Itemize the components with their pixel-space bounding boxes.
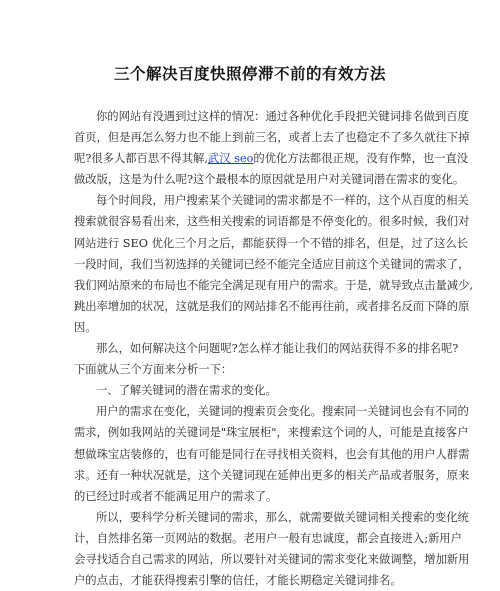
article-title: 三个解决百度快照停滞不前的有效方法 bbox=[113, 65, 386, 83]
paragraph-line: 每个时间段，用户搜索某个关键词的需求都是不一样的，这个从百度的相关 bbox=[96, 194, 469, 208]
paragraph-line: 首页，但是再怎么努力也不能上到前三名，或者上去了也稳定不了多久就往下掉 bbox=[74, 131, 470, 145]
paragraph-line: 求。还有一种状况就是，这个关键词现在延伸出更多的相关产品或者服务，原来 bbox=[74, 468, 470, 482]
paragraph-line: 计，自然排名第一页网站的数据。老用户一般有忠诚度，都会直接进入;新用户 bbox=[74, 531, 462, 545]
paragraph-line: 的已经过时或者不能满足用户的需求了。 bbox=[74, 489, 278, 503]
paragraph-line: 用户的需求在变化，关键词的搜索页会变化。搜索同一关键词也会有不同的 bbox=[96, 405, 469, 419]
paragraph-line: 做改版，这是为什么呢?这个最根本的原因就是用户对关键词潜在需求的变化。 bbox=[74, 173, 465, 187]
paragraph-line: 需求，例如我网站的关键词是"珠宝展柜"，来搜索这个词的人，可能是直接客户 bbox=[74, 426, 469, 440]
paragraph-line: 网站进行 SEO 优化三个月之后，都能获得一个不错的排名，但是，过了这么长 bbox=[74, 236, 468, 250]
paragraph-line: 我们网站原来的布局也不能完全满足现有用户的需求。于是，就导致点击量减少, bbox=[74, 278, 473, 292]
paragraph-line bbox=[74, 148, 469, 169]
paragraph-line: 你的网站有没遇到过这样的情况：通过各种优化手段把关键词排名做到百度 bbox=[96, 110, 469, 123]
text-segment: 呢?很多人都百思不得其解, bbox=[74, 152, 208, 166]
section-heading: 一、了解关键词的潜在需求的变化。 bbox=[96, 384, 277, 398]
paragraph-line: 会寻找适合自己需求的网站，所以要针对关键词的需求变化来做调整，增加新用 bbox=[74, 552, 470, 566]
paragraph-line: 户的点击，才能获得搜索引擎的信任，才能长期稳定关键词排名。 bbox=[74, 574, 402, 588]
paragraph-line: 想做珠宝店装修的，也有可能是同行在寻找相关资料，也会有其他的用户人群需 bbox=[74, 447, 470, 461]
text-segment: 的优化方法都很正规，没有作弊，也一直没 bbox=[253, 152, 469, 166]
paragraph-line: 下面就从三个方面来分析一下： bbox=[74, 363, 233, 377]
paragraph-line: 因。 bbox=[74, 320, 97, 334]
seo-link[interactable]: 武汉 seo bbox=[207, 152, 254, 166]
paragraph-line: 所以，要科学分析关键词的需求，那么，就需要做关键词相关搜索的变化统 bbox=[96, 510, 469, 524]
paragraph-line: 那么，如何解决这个问题呢?怎么样才能让我们的网站获得不多的排名呢? bbox=[96, 342, 459, 356]
paragraph-line: 一段时间，我们当初选择的关键词已经不能完全适应目前这个关键词的需求了， bbox=[74, 257, 470, 271]
paragraph-line: 搜索就很容易看出来，这些相关搜索的词语都是不停变化的。很多时候，我们对 bbox=[74, 215, 470, 229]
article-body bbox=[74, 106, 473, 591]
paragraph-line: 跳出率增加的状况，这就是我们的网站排名不能再往前，或者排名反而下降的原 bbox=[74, 299, 470, 313]
